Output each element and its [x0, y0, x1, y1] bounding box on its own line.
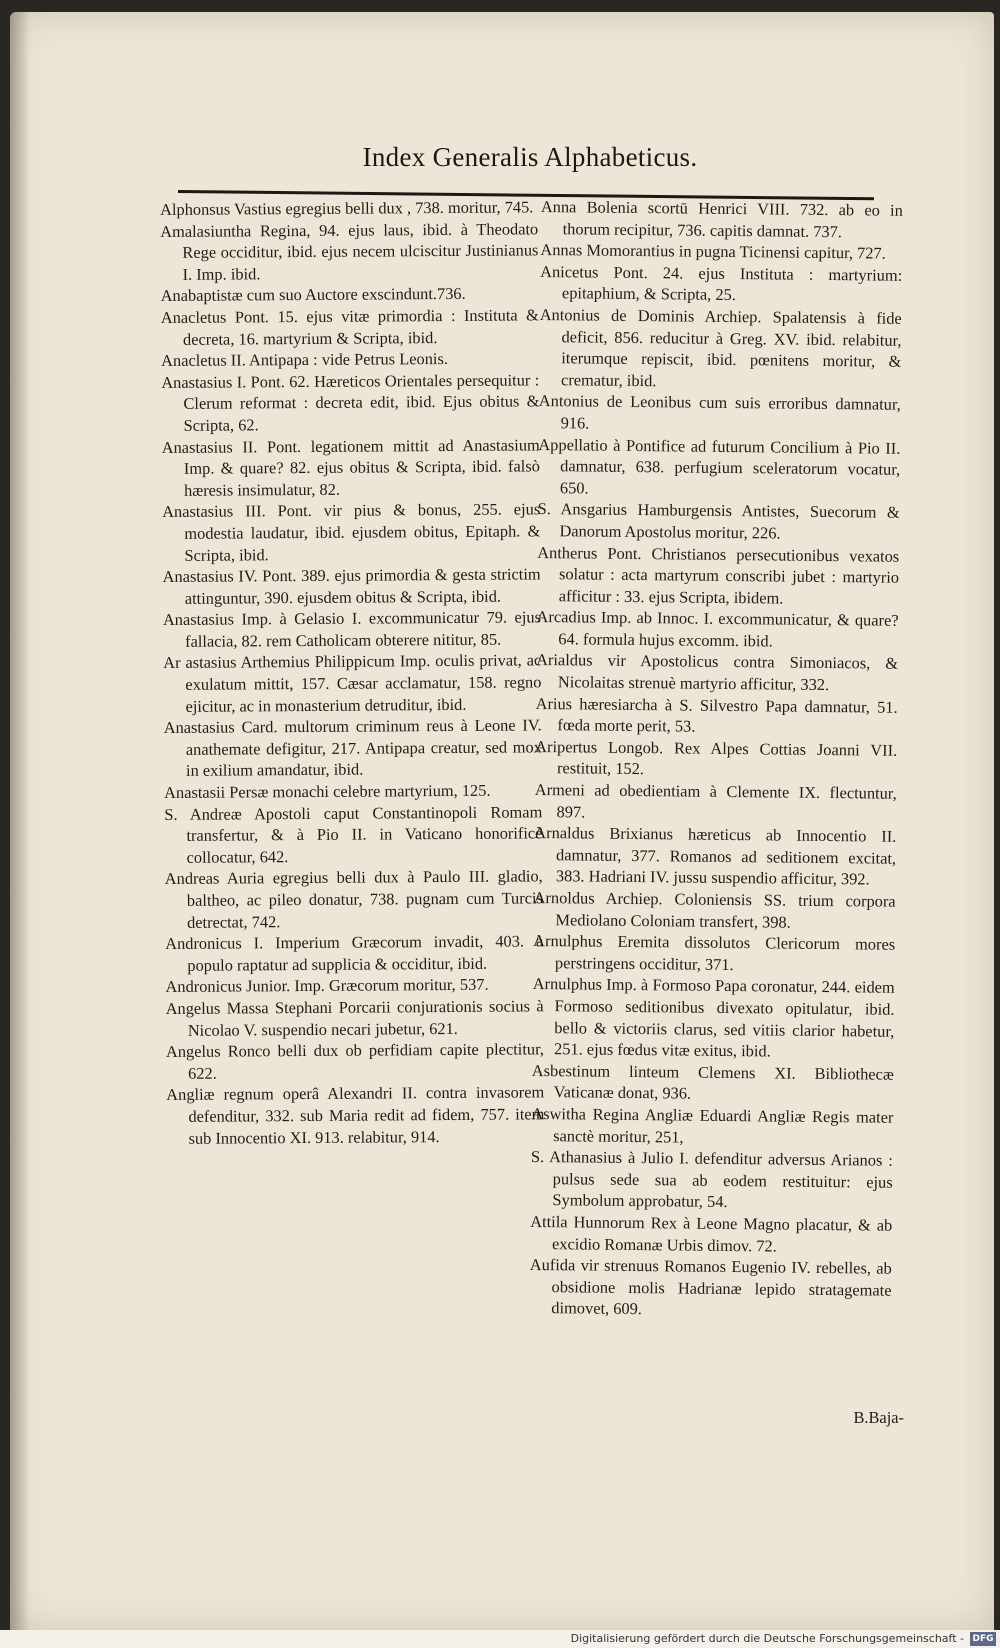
index-entry: Anna Bolenia scortū Henrici VIII. 732. ab eo in thorum recipitur, 736. capitis damnat. 737.: [540, 196, 903, 241]
index-entry: Aufida vir strenuus Romanos Eugenio IV. rebelles, ab obsidione molis Hadrianæ lepido stratagemate dimovet, 609.: [529, 1255, 892, 1319]
index-entry: S. Ansgarius Hamburgensis Antistes, Suecorum & Danorum Apostolus moritur, 226.: [537, 499, 900, 543]
index-entry: Anastasius II. Pont. legationem mittit ad Anastasium Imp. & quare? 82. ejus obitus & Scripta, ibid. falsò hæresis insimulatur, 82.: [161, 434, 540, 500]
gutter-shadow: [10, 12, 30, 1630]
index-entry: Anabaptistæ cum suo Auctore exscindunt.736.: [160, 284, 466, 306]
index-entry: Ar astasius Arthemius Philippicum Imp. oculis privat, ac exulatum mittit, 157. Cæsar acclamatur, 158. regno ejicitur, ac in monasterium detruditur, ibid.: [163, 650, 542, 716]
index-entry: Andronicus Junior. Imp. Græcorum moritur, 537.: [165, 975, 489, 997]
index-entry: Anastasii Persæ monachi celebre martyrium, 125.: [164, 780, 491, 803]
index-entry: Asbestinum linteum Clemens XI. Bibliothecæ Vaticanæ donat, 936.: [531, 1060, 894, 1103]
index-entry: Arnulphus Imp. à Formoso Papa coronatur, 244. eidem Formoso seditionibus divexato opitulatur, ibid. bello & victoriis clarus, sed vitiis clarior habetur, 251. ejus fœdus vitæ exitus, ibid.: [532, 974, 895, 1061]
dfg-logo: DFG: [970, 1632, 996, 1646]
digitization-footer: [0, 1630, 1000, 1648]
index-entry: Andreas Auria egregius belli dux à Paulo III. gladio, baltheo, ac pileo donatur, 738. pugnam cum Turcis detrectat, 742.: [164, 866, 543, 932]
index-entry: Anicetus Pont. 24. ejus Instituta : martyrium: epitaphium, & Scripta, 25.: [540, 261, 903, 305]
left-column: [160, 196, 545, 1149]
index-entry: Anastasius IV. Pont. 389. ejus primordia & gesta strictim attinguntur, 390. ejusdem obitus & Scripta, ibid.: [162, 564, 541, 608]
index-entry: Antonius de Leonibus cum suis erroribus damnatur, 916.: [538, 391, 901, 433]
index-entry: S. Athanasius à Julio I. defenditur adversus Arianos : pulsus sede sua ab eodem restituitur: ejus Symbolum approbatur, 54.: [530, 1147, 894, 1212]
index-entry: Angelus Massa Stephani Porcarii conjurationis socius à Nicolao V. suspendio necari jubetur, 621.: [165, 996, 544, 1040]
index-entry: Anastasius I. Pont. 62. Hæreticos Orientales persequitur : Clerum reformat : decreta edit, ibid. Ejus obitus & Scripta, 62.: [161, 370, 540, 435]
index-entry: Anastasius Imp. à Gelasio I. excommunicatur 79. ejus fallacia, 82. rem Catholicam obterere nititur, 85.: [162, 607, 541, 651]
index-entry: Arnaldus Brixianus hæreticus ab Innocentio II. damnatur, 377. Romanos ad seditionem excitat, 383. Hadriani IV. jussu suspendio afficitur, 392.: [534, 823, 897, 889]
index-entry: Arnulphus Eremita dissolutos Clericorum mores perstringens occiditur, 371.: [533, 931, 896, 974]
index-entry: Armeni ad obedientiam à Clemente IX. flectuntur, 897.: [534, 779, 897, 822]
index-entry: Anastasius III. Pont. vir pius & bonus, 255. ejus modestia laudatur, ibid. ejusdem obitus, Epitaph. & Scripta, ibid.: [162, 499, 541, 565]
index-entry: Aswitha Regina Angliæ Eduardi Angliæ Regis mater sanctè moritur, 251,: [531, 1103, 894, 1147]
index-entry: Angliæ regnum operâ Alexandri II. contra invasorem defenditur, 332. sub Maria redit ad fidem, 757. item sub Innocentio XI. 913. relabitur, 914.: [166, 1082, 545, 1148]
catchword: B.Baja-: [853, 1408, 904, 1427]
index-entry: Anacletus Pont. 15. ejus vitæ primordia : Instituta & decreta, 16. martyrium & Scripta, ibid.: [160, 305, 539, 349]
index-entry: Andronicus I. Imperium Græcorum invadit, 403. à populo raptatur ad supplicia & occiditur, ibid.: [165, 931, 544, 975]
index-entry: Annas Momorantius in pugna Ticinensi capitur, 727.: [540, 240, 886, 263]
index-entry: Anastasius Card. multorum criminum reus à Leone IV. anathemate defigitur, 217. Antipapa creatur, sed mox in exilium amandatur, ibid.: [163, 715, 542, 781]
index-entry: Anacletus II. Antipapa : vide Petrus Leonis.: [161, 349, 448, 371]
index-entry: S. Andreæ Apostoli caput Constantinopoli Romam transfertur, & à Pio II. in Vaticano honorificè collocatur, 642.: [164, 801, 543, 867]
index-entry: Antherus Pont. Christianos persecutionibus vexatos solatur : acta martyrum conscribi jubet : martyrio afficitur : 33. ejus Scripta, ibidem.: [537, 542, 900, 608]
index-entry: Amalasiuntha Regina, 94. ejus laus, ibid. à Theodato Rege occiditur, ibid. ejus necem ulciscitur Justinianus I. Imp. ibid.: [160, 218, 539, 284]
index-entry: Appellatio à Pontifice ad futurum Concilium à Pio II. damnatur, 638. perfugium sceleratorum vocatur, 650.: [538, 434, 901, 498]
index-entry: Aripertus Longob. Rex Alpes Cottias Joanni VII. restituit, 152.: [535, 736, 898, 779]
index-entry: Angelus Ronco belli dux ob perfidiam capite plectitur, 622.: [165, 1039, 545, 1083]
index-entry: Arnoldus Archiep. Coloniensis SS. trium corpora Mediolano Coloniam transfert, 398.: [533, 887, 896, 932]
index-entry: Arius hæresiarcha à S. Silvestro Papa damnatur, 51. fœda morte perit, 53.: [535, 693, 898, 736]
footer-credit: Digitalisierung gefördert durch die Deutsche Forschungsgemeinschaft -: [570, 1632, 964, 1645]
index-entry: Antonius de Dominis Archiep. Spalatensis à fide deficit, 856. reducitur à Greg. XV. ibid. relabitur, iterumque repiscit, ibid. pœnitens moritur, & crematur, ibid.: [539, 304, 902, 390]
index-entry: Arialdus vir Apostolicus contra Simoniacos, & Nicolaitas strenuè martyrio afficitur, 332.: [536, 650, 899, 695]
index-entry: Arcadius Imp. ab Innoc. I. excommunicatur, & quare? 64. formula hujus excomm. ibid.: [536, 607, 899, 651]
index-entry: Attila Hunnorum Rex à Leone Magno placatur, & ab excidio Romanæ Urbis dimov. 72.: [530, 1211, 893, 1256]
right-column: [529, 196, 903, 1323]
index-entry: Alphonsus Vastius egregius belli dux , 738. moritur, 745.: [160, 197, 534, 219]
running-head: Index Generalis Alphabeticus.: [362, 142, 698, 172]
